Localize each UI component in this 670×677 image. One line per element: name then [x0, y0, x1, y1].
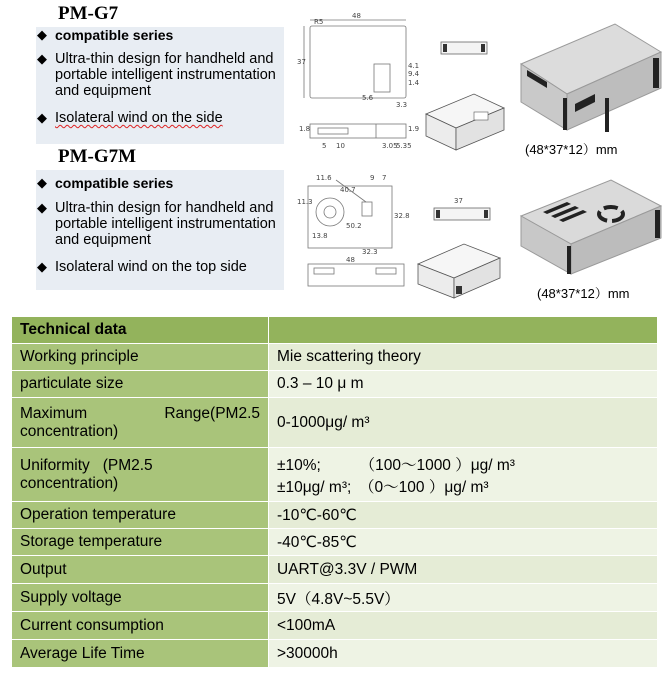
g7-isometric-view: [422, 88, 508, 154]
dimension-label: 37: [297, 58, 306, 66]
spec-key: Uniformity (PM2.5 concentration): [12, 448, 269, 502]
spec-key: Operation temperature: [12, 502, 269, 529]
table-header: Technical data: [12, 317, 269, 344]
dimension-label: 50.2: [346, 222, 362, 230]
dimension-label: 10: [336, 142, 345, 150]
dimension-label: 3.05: [382, 142, 398, 150]
dimension-label: 9.4: [408, 70, 420, 78]
spec-value: UART@3.3V / PWM: [269, 556, 658, 584]
table-row: [12, 640, 658, 668]
g7-technical-drawing: [296, 6, 420, 152]
dimension-label: 37: [454, 197, 463, 205]
table-row: [12, 371, 658, 398]
spec-value: 0-1000μg/ m³: [269, 398, 658, 448]
dimension-label: 1.9: [408, 125, 420, 133]
dimension-label: 1.4: [408, 79, 420, 87]
size-note-g7m: (48*37*12）mm: [537, 286, 630, 301]
diamond-bullet-icon: ◆: [37, 200, 47, 215]
dimension-label: 11.3: [297, 198, 313, 206]
dimension-label: 32.3: [362, 248, 378, 256]
dimension-label: 48: [346, 256, 355, 264]
diamond-bullet-icon: ◆: [37, 175, 47, 190]
table-row: [12, 502, 658, 529]
g7m-side-view: [432, 196, 494, 230]
table-row: [12, 612, 658, 640]
spec-value: ±10%; （100～1000 ）μg/ m³ ±10μg/ m³; （0～100 ）μg/ m³: [269, 448, 658, 502]
spec-value: <100mA: [269, 612, 658, 640]
table-row: [12, 556, 658, 584]
spec-value: >30000h: [269, 640, 658, 668]
dimension-label: 7: [382, 174, 387, 182]
dimension-label: 5.6: [362, 94, 374, 102]
spec-value: 0.3 – 10 μ m: [269, 371, 658, 398]
spec-key: Output: [12, 556, 269, 584]
g7m-isometric-view: [414, 240, 504, 302]
spec-key: particulate size: [12, 371, 269, 398]
spec-key: Storage temperature: [12, 529, 269, 556]
diamond-bullet-icon: ◆: [37, 27, 47, 42]
diamond-bullet-icon: ◆: [37, 259, 47, 274]
dimension-label: 1.8: [299, 125, 311, 133]
model-title-g7: PM-G7: [58, 3, 119, 24]
table-header-empty: [269, 317, 658, 344]
diamond-bullet-icon: ◆: [37, 51, 47, 66]
technical-data-table: [11, 316, 658, 668]
spec-key: Working principle: [12, 344, 269, 371]
spec-key: Average Life Time: [12, 640, 269, 668]
table-row: [12, 584, 658, 612]
table-row: [12, 529, 658, 556]
spec-value: 5V（4.8V~5.5V）: [269, 584, 658, 612]
dimension-label: 5.35: [396, 142, 412, 150]
g7m-sensor-render: [515, 176, 665, 280]
dimension-label: 9: [370, 174, 375, 182]
spec-key: Maximum Range(PM2.5 concentration): [12, 398, 269, 448]
dimension-label: 48: [352, 12, 361, 20]
table-header-row: [12, 317, 658, 344]
dimension-label: 40.7: [340, 186, 356, 194]
dimension-label: 32.8: [394, 212, 410, 220]
g7-side-view: [440, 40, 488, 56]
g7m-technical-drawing: [296, 168, 416, 294]
table-row: [12, 398, 658, 448]
model-title-g7m: PM-G7M: [58, 146, 137, 167]
dimension-label: 3.3: [396, 101, 408, 109]
spec-key: Current consumption: [12, 612, 269, 640]
diamond-bullet-icon: ◆: [37, 110, 47, 125]
spec-value: Mie scattering theory: [269, 344, 658, 371]
size-note-g7: (48*37*12）mm: [525, 142, 618, 157]
table-row: [12, 344, 658, 371]
dimension-label: R5: [314, 18, 324, 26]
table-row: [12, 448, 658, 502]
dimension-label: 5: [322, 142, 327, 150]
spec-value: -40℃-85℃: [269, 529, 658, 556]
dimension-label: 11.6: [316, 174, 332, 182]
spec-value: -10℃-60℃: [269, 502, 658, 529]
dimension-label: 4.1: [408, 62, 420, 70]
g7-sensor-render: [515, 18, 665, 136]
dimension-label: 13.8: [312, 232, 328, 240]
spec-key: Supply voltage: [12, 584, 269, 612]
